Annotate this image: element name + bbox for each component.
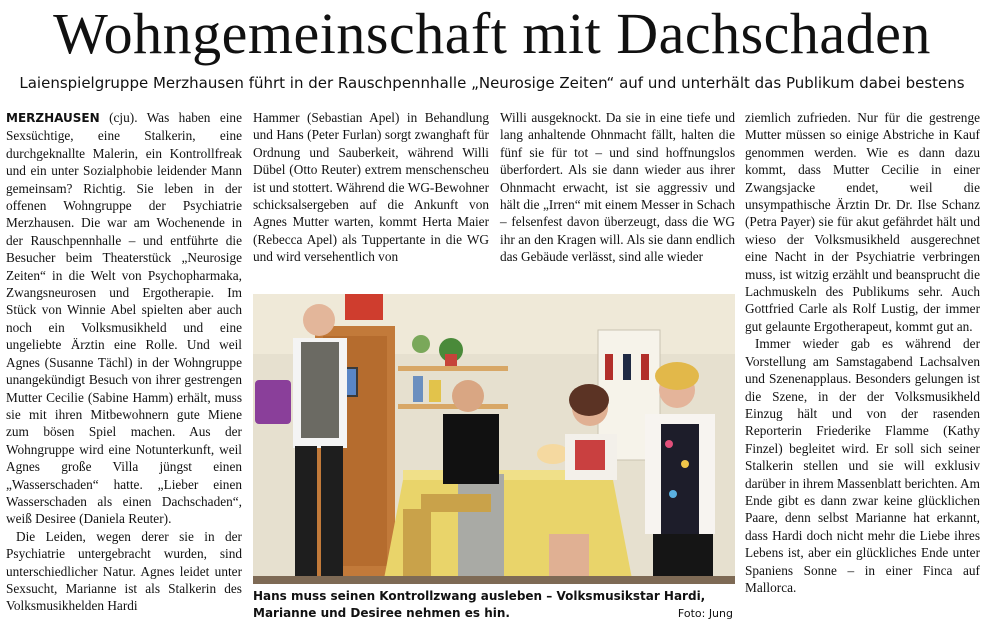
paragraph-text: (cju). Was haben eine Sexsüchtige, eine Stalkerin, eine durchgeknallte Malerin, ein Kontrollfreak und ein unter Sozialphobie leidender Mann gemeinsam? Richtig. Sie leben in der offenen Wohngruppe der Psychiatrie Merzhausen. Die war am Wochenende in der Rauschpennhalle – und entführte die Besucher beim Theaterstück „Neurosige Zeiten“ in die Welt von Psychopharmaka, Zwangsneurosen und Ergotherapie. Im Stück von Winnie Abel spielten aber auch noch ein Volksmusikheld und eine ungeliebte Ärztin eine Rolle. Und weil Agnes (Susanne Tächl) in der Wohngruppe unangekündigt Besuch von ihrer gestrengen Mutter Cecilie (Sabine Hamm) erhält, muss sie mit ihren Mitbewohnern gute Miene zum bösen Spiel machen. Aus der Wohngruppe wird eine Notunterkunft, weil Agnes große Villa jüngst einen „Wasserschaden“ hatte. „Lieber einen Wasserschaden als einen Dachschaden“, weiß Desiree (Daniela Reuter). [6,110,242,527]
article-paragraph: Hammer (Sebastian Apel) in Behandlung und Hans (Peter Furlan) sorgt zwanghaft für Ordnung und Sauberkeit, während Willi Dübel (Otto Reuter) extrem menschenscheu ist und stottert. Während die WG-Bewohner schicksalsergeben auf die Ankunft von Agnes Mutter warten, kommt Herta Maier (Rebecca Apel) als Tuppertante in die WG und wird versehentlich von [253,110,489,265]
article-paragraph: ziemlich zufrieden. Nur für die gestrenge Mutter müssen so einige Abstriche in Kauf genommen werden. Wie es dann dazu kommt, dass Mutter Cecilie in einer Zwangsjacke endet, weil die unsympathische Ärztin Dr. Dr. Ilse Schanz (Petra Payer) sie für akut gefährdet hält und wieso der Volksmusikheld ausgerechnet eine Nacht in der Psychiatrie verbringen muss, ist witzig erzählt und beansprucht die Lachmuskeln des Publikums sehr. Auch Gottfried Carle als Rolf Lustig, der immer gut gelaunte Ergotherapeut, kommt gut an. [745,110,980,334]
caption-text: Hans muss seinen Kontrollzwang ausleben – Volksmusikstar Hardi, Marianne und Desiree nehmen es hin. [253,589,706,620]
article-paragraph [6,109,242,528]
subheadline: Laienspielgruppe Merzhausen führt in der Rauschpennhalle „Neurosige Zeiten“ auf und unterhält das Publikum dabei bestens [19,74,965,92]
photo-credit: Foto: Jung [677,607,733,620]
dateline: MERZHAUSEN [6,111,100,125]
headline: Wohngemeinschaft mit Dachschaden [53,1,931,66]
article-column-4 [745,109,980,596]
article-column-1 [6,109,242,615]
article-paragraph: Willi ausgeknockt. Da sie in eine tiefe und lang anhaltende Ohnmacht fällt, halten die fünf sie für tot – und sind hoffnungslos überfordert. Als sie dann wieder aus ihrer Ohnmacht erwacht, ist sie aggressiv und hält die „Irren“ mit einem Messer in Schach – felsenfest davon überzeugt, dass die WG ihr an den Kragen will. Als sie dann endlich das Gebäude verlässt, sind alle wieder [500,110,735,265]
article-paragraph: Immer wieder gab es während der Vorstellung am Samstagabend Lachsalven und Szenenapplaus. Besonders gelungen ist die Szene, in der der Volksmusikheld Einzug hält und von der rasenden Reporterin Friederike Flamme (Kathy Finzel) begleitet wird. Er soll sich seiner Stalkerin stellen und sie will exklusiv darüber in ihrem Massenblatt berichten. Am Ende gibt es dann zwar keine glücklichen Paare, denn selbst Marianne hat erkannt, dass Hardi doch nicht mehr die Liebe ihres Lebens ist, aber ein glückliches Ende unter Spaniens Sonne – in einer Finca auf Mallorca. [745,336,980,595]
stage-photo [253,294,735,584]
article-paragraph: Die Leiden, wegen derer sie in der Psychiatrie untergebracht wurden, sind unterschiedlicher Natur. Agnes leidet unter Sexsucht, Marianne ist als Stalkerin des Volksmusikhelden Hardi [6,528,242,614]
article-column-3 [500,109,735,266]
article-column-2 [253,109,489,266]
photo-caption [253,588,735,622]
